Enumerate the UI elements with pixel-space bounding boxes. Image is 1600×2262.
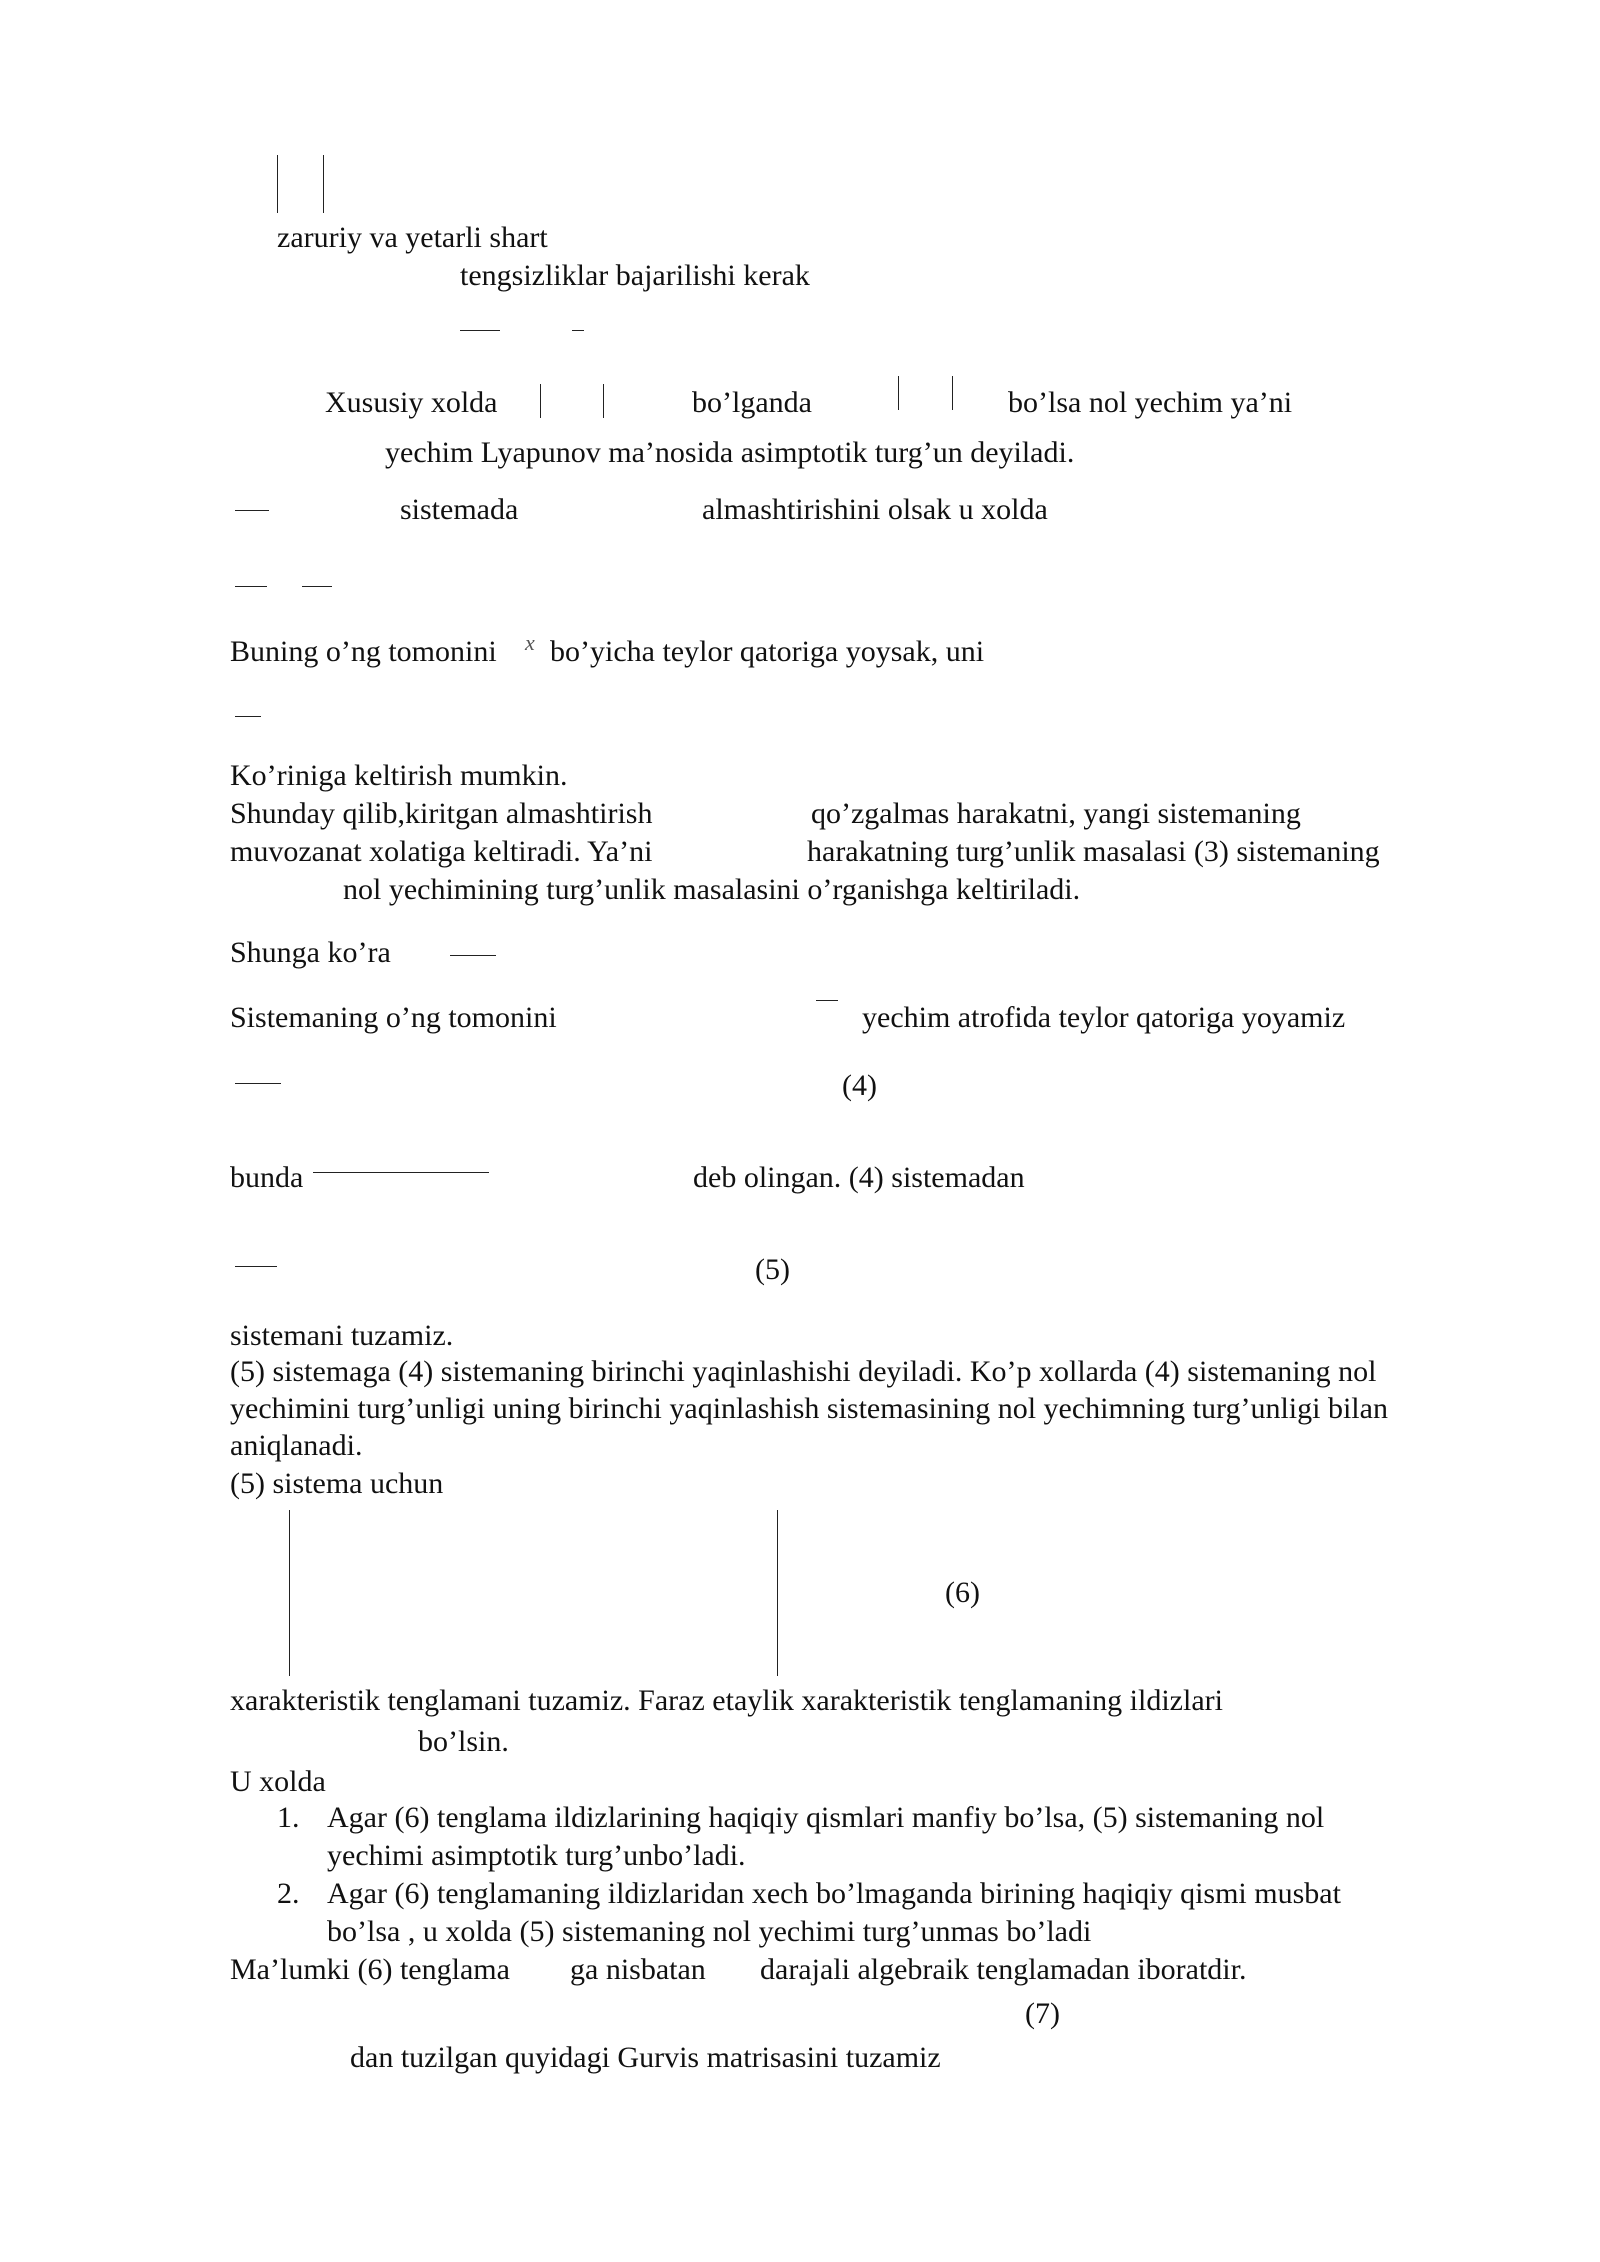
fraction-bar [816,1000,838,1001]
text-line: bo’lsa nol yechim ya’ni [1008,386,1293,419]
determinant-bar [777,1510,778,1676]
text-line: U xolda [230,1765,326,1798]
fraction-bar [302,586,332,587]
text-line: yechim atrofida teylor qatoriga yoyamiz [862,1001,1346,1034]
text-line: harakatning turg’unlik masalasi (3) sistemaning [807,835,1380,868]
text-line: qo’zgalmas harakatni, yangi sistemaning [811,797,1301,830]
list-marker: 2. [277,1877,300,1910]
text-line: yechim Lyapunov ma’nosida asimptotik turg’un deyiladi. [385,436,1075,469]
text-line: Buning o’ng tomonini [230,635,497,668]
equation-number: (7) [1025,1997,1060,2030]
text-line: tengsizliklar bajarilishi kerak [460,259,810,292]
text-line: (5) sistemaga (4) sistemaning birinchi yaqinlashishi deyiladi. Ko’p xollarda (4) sistemaning nol [230,1355,1377,1388]
list-item-line: yechimi asimptotik turg’unbo’ladi. [327,1839,746,1872]
fraction-bar [572,330,584,331]
list-item-line: Agar (6) tenglamaning ildizlaridan xech bo’lmaganda birining haqiqiy qismi musbat [327,1877,1341,1910]
text-line: bo’lganda [692,386,812,419]
text-line: ga nisbatan [570,1953,706,1986]
text-line: yechimini turg’unligi uning birinchi yaqinlashish sistemasining nol yechimning turg’unligi bilan [230,1392,1388,1425]
fraction-bar [235,510,269,511]
text-line: Shunday qilib,kiritgan almashtirish [230,797,653,830]
text-line: Xususiy xolda [325,386,498,419]
text-line: sistemada [400,493,519,526]
text-line: muvozanat xolatiga keltiradi. Ya’ni [230,835,653,868]
text-line: Sistemaning o’ng tomonini [230,1001,557,1034]
determinant-bar [323,155,324,213]
fraction-bar [235,1266,277,1267]
text-line: Ma’lumki (6) tenglama [230,1953,510,1986]
text-line: dan tuzilgan quyidagi Gurvis matrisasini tuzamiz [350,2041,941,2074]
abs-bar [603,384,604,418]
fraction-bar [235,716,261,717]
abs-bar [898,376,899,410]
equation-number: (4) [842,1069,877,1102]
text-line: almashtirishini olsak u xolda [702,493,1048,526]
text-line: deb olingan. (4) sistemadan [693,1161,1025,1194]
fraction-bar [313,1172,489,1173]
fraction-bar [235,1083,281,1084]
abs-bar [952,376,953,410]
determinant-bar [289,1510,290,1676]
determinant-bar [277,155,278,213]
text-line: (5) sistema uchun [230,1467,444,1500]
fraction-bar [235,586,267,587]
list-item-line: Agar (6) tenglama ildizlarining haqiqiy qismlari manfiy bo’lsa, (5) sistemaning nol [327,1801,1325,1834]
text-line: Shunga ko’ra [230,936,391,969]
text-line: xarakteristik tenglamani tuzamiz. Faraz etaylik xarakteristik tenglamaning ildizlari [230,1684,1223,1717]
equation-number: (5) [755,1253,790,1286]
fraction-bar [460,330,500,331]
text-line: bunda [230,1161,304,1194]
text-line: sistemani tuzamiz. [230,1319,454,1352]
list-marker: 1. [277,1801,300,1834]
text-line: nol yechimining turg’unlik masalasini o’rganishga keltiriladi. [343,873,1081,906]
text-line: bo’yicha teylor qatoriga yoysak, uni [550,635,985,668]
abs-bar [540,384,541,418]
list-item-line: bo’lsa , u xolda (5) sistemaning nol yechimi turg’unmas bo’ladi [327,1915,1092,1948]
text-line: Ko’riniga keltirish mumkin. [230,759,568,792]
fraction-bar [450,955,496,956]
text-line: zaruriy va yetarli shart [277,221,548,254]
variable-x: x [525,630,535,655]
text-line: darajali algebraik tenglamadan iboratdir. [760,1953,1247,1986]
text-line: bo’lsin. [418,1725,509,1758]
text-line: aniqlanadi. [230,1429,363,1462]
equation-number: (6) [945,1576,980,1609]
